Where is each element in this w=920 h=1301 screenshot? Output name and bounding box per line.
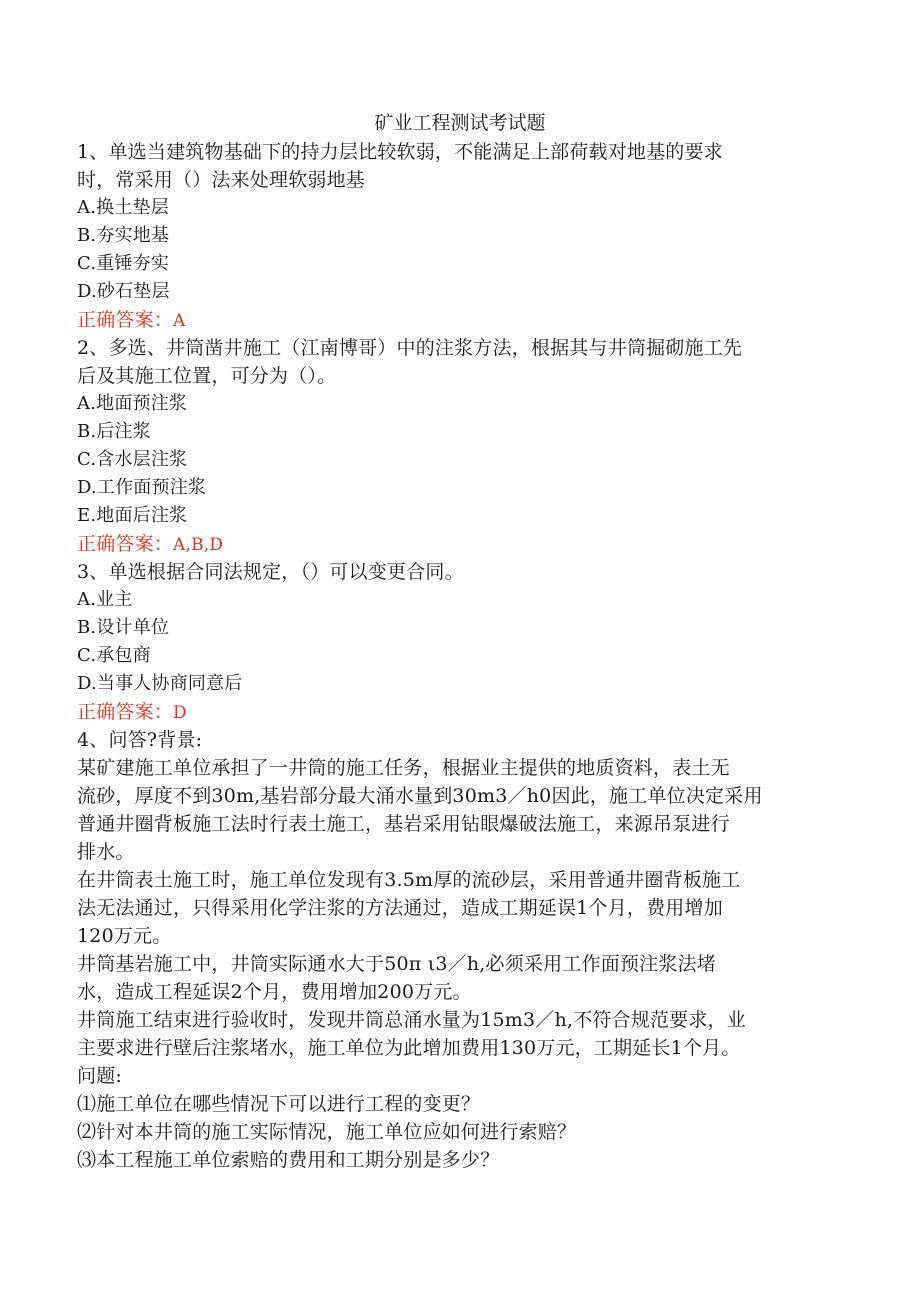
question-4-body-line-11: 主要求进行壁后注浆堵水，施工单位为此增加费用130万元，工期延长1个月。 [77,1037,741,1059]
answer-label: 正确答案： [77,701,174,723]
question-3-option-d: D.当事人协商同意后 [77,673,243,694]
question-4-body-line-6: 法无法通过，只得采用化学注浆的方法通过，造成工期延误1个月，费用增加 [77,897,723,919]
question-1-option-b: B.夯实地基 [77,225,170,246]
question-4-body-line-3: 普通井圈背板施工法时行表土施工，基岩采用钻眼爆破法施工，来源吊泵进行 [77,813,730,835]
question-3-option-a: A.业主 [77,589,133,610]
question-4-body-line-12: 问题: [77,1065,123,1087]
question-1-stem-line-2: 时，常采用（）法来处理软弱地基 [77,169,366,191]
question-2-option-d: D.工作面预注浆 [77,477,207,498]
question-2-option-a: A.地面预注浆 [77,393,188,414]
question-3-option-b: B.设计单位 [77,617,170,638]
question-1-option-c: C.重锤夯实 [77,253,170,274]
question-4-body-line-5: 在井筒表土施工时，施工单位发现有3.5m厚的流砂层，采用普通井圈背板施工 [77,869,741,891]
question-2 [77,334,847,558]
question-3-answer [77,698,847,726]
question-2-option-e: E.地面后注浆 [77,505,188,526]
question-2-answer [77,530,847,558]
question-4-subquestion-2: ⑵针对本井筒的施工实际情况，施工单位应如何进行索赔？ [77,1121,577,1143]
question-1-option-a: A.换土垫层 [77,197,169,218]
question-4-body-line-10: 井筒施工结束进行验收时，发现井筒总涌水量为15m3／h,不符合规范要求，业 [77,1009,746,1031]
question-4-stem-line-1: 4、问答?背景: [77,729,203,751]
answer-label: 正确答案： [77,309,174,331]
question-2-stem-line-1: 2、多选、井筒凿井施工（江南博哥）中的注浆方法，根据其与井筒掘砌施工先 [77,337,743,359]
answer-label: 正确答案： [77,533,174,555]
answer-value: D [173,703,187,723]
question-1-stem-line-1: 1、单选当建筑物基础下的持力层比较软弱，不能满足上部荷载对地基的要求 [77,141,723,163]
question-4-body-line-7: 120万元。 [77,925,172,947]
question-1-answer [77,306,847,334]
question-4-subquestion-3: ⑶本工程施工单位索赔的费用和工期分别是多少？ [77,1149,500,1171]
document-body [77,138,847,1174]
question-3-stem-line-1: 3、单选根据合同法规定，（）可以变更合同。 [77,561,464,583]
question-2-stem-line-2: 后及其施工位置，可分为（）。 [77,365,337,387]
question-4-body-line-9: 水，造成工程延误2个月，费用增加200万元。 [77,981,472,1003]
question-3-option-c: C.承包商 [77,645,151,666]
question-2-option-b: B.后注浆 [77,421,151,442]
page-title: 矿业工程测试考试题 [374,112,546,134]
question-4-body-line-4: 排水。 [77,841,135,863]
question-1 [77,138,847,334]
question-1-option-d: D.砂石垫层 [77,281,170,302]
question-2-option-c: C.含水层注浆 [77,449,188,470]
question-4-body-line-2: 流砂，厚度不到30m,基岩部分最大涌水量到30m3／h0因此，施工单位决定采用 [77,785,763,807]
answer-value: A,B,D [173,535,224,555]
answer-value: A [173,311,186,331]
question-3 [77,558,847,726]
question-4-subquestion-1: ⑴施工单位在哪些情况下可以进行工程的变更？ [77,1093,481,1115]
question-4-body-line-1: 某矿建施工单位承担了一井筒的施工任务，根据业主提供的地质资料，表土无 [77,757,730,779]
question-4 [77,726,847,1174]
question-4-body-line-8: 井筒基岩施工中，井筒实际通水大于50π ι3／h,必须采用工作面预注浆法堵 [77,953,716,975]
